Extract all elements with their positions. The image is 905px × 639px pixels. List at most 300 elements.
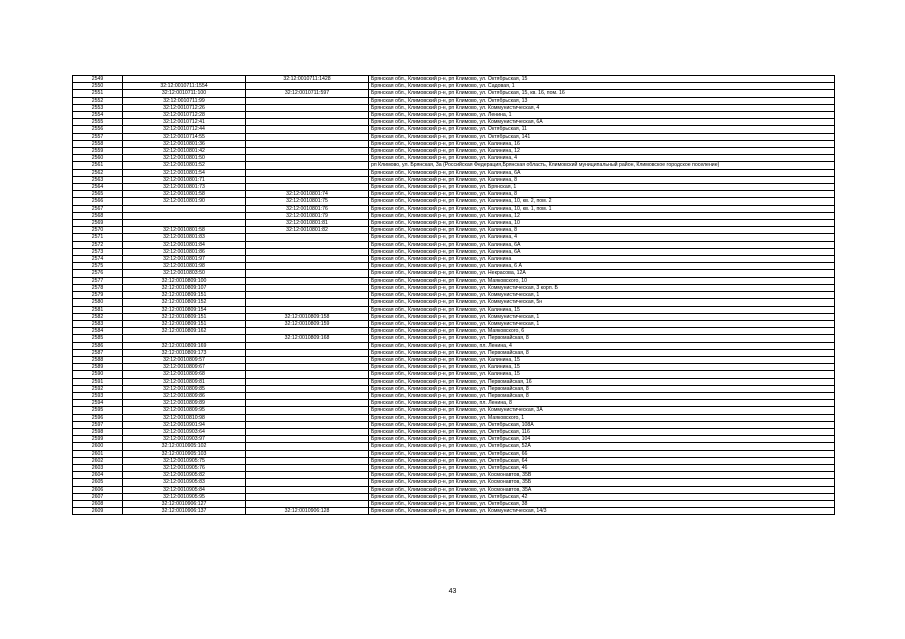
address-cell: Брянская обл., Климовский р-н, рп Климово, ул. Коммунистическая, 5н bbox=[369, 299, 835, 306]
building-number-cell bbox=[246, 83, 369, 90]
building-number-cell bbox=[246, 457, 369, 464]
parcel-number-cell: 32:12:0010711:100 bbox=[123, 90, 246, 97]
parcel-number-cell: 32:12:0010803:50 bbox=[123, 270, 246, 277]
table-row bbox=[73, 306, 835, 313]
building-number-cell bbox=[246, 119, 369, 126]
building-number-cell bbox=[246, 148, 369, 155]
address-cell: Брянская обл., Климовский р-н, рп Климово, ул. Октябрьская, 15 bbox=[369, 76, 835, 83]
table-row bbox=[73, 169, 835, 176]
parcel-number-cell: 32:12:0010906:137 bbox=[123, 508, 246, 515]
row-number-cell: 2607 bbox=[73, 493, 123, 500]
table-row bbox=[73, 436, 835, 443]
row-number-cell: 2561 bbox=[73, 162, 123, 169]
building-number-cell: 32:12:0010801:76 bbox=[246, 205, 369, 212]
row-number-cell: 2568 bbox=[73, 212, 123, 219]
table-row bbox=[73, 479, 835, 486]
parcel-number-cell: 32:12:0010711:1554 bbox=[123, 83, 246, 90]
table-row bbox=[73, 421, 835, 428]
parcel-number-cell: 32:12:0010903:97 bbox=[123, 436, 246, 443]
building-number-cell bbox=[246, 342, 369, 349]
building-number-cell bbox=[246, 162, 369, 169]
building-number-cell: 32:12:0010801:79 bbox=[246, 212, 369, 219]
building-number-cell bbox=[246, 500, 369, 507]
parcel-number-cell: 32:12:0010801:58 bbox=[123, 227, 246, 234]
table-row bbox=[73, 83, 835, 90]
building-number-cell bbox=[246, 104, 369, 111]
row-number-cell: 2601 bbox=[73, 450, 123, 457]
building-number-cell bbox=[246, 277, 369, 284]
address-cell: Брянская обл., Климовский р-н, рп Климово, ул. Калинина, 8 bbox=[369, 227, 835, 234]
building-number-cell bbox=[246, 270, 369, 277]
table-row bbox=[73, 133, 835, 140]
table-row bbox=[73, 97, 835, 104]
table-row bbox=[73, 227, 835, 234]
address-cell: Брянская обл., Климовский р-н, рп Климово, ул. Октябрьская, 141 bbox=[369, 133, 835, 140]
building-number-cell bbox=[246, 112, 369, 119]
table-row bbox=[73, 443, 835, 450]
parcel-number-cell: 32:12:0010809:169 bbox=[123, 342, 246, 349]
address-cell: Брянская обл., Климовский р-н, рп Климово, ул. Первомайская, 8 bbox=[369, 385, 835, 392]
parcel-number-cell: 32:12:0010809:151 bbox=[123, 313, 246, 320]
parcel-number-cell: 32:12:0010711:99 bbox=[123, 97, 246, 104]
address-cell: Брянская обл., Климовский р-н, рп Климово, ул. Калинина, 15 bbox=[369, 371, 835, 378]
address-cell: Брянская обл., Климовский р-н, рп Климово, ул. Калинина bbox=[369, 256, 835, 263]
building-number-cell bbox=[246, 284, 369, 291]
building-number-cell: 32:12:0010711:597 bbox=[246, 90, 369, 97]
address-cell: Брянская обл., Климовский р-н, рп Климово, ул. Калинина, 4 bbox=[369, 234, 835, 241]
row-number-cell: 2582 bbox=[73, 313, 123, 320]
table-row bbox=[73, 328, 835, 335]
address-cell: Брянская обл., Климовский р-н, рп Климово, ул. Космонавтов, 35В bbox=[369, 472, 835, 479]
parcel-number-cell: 32:12:0010712:44 bbox=[123, 126, 246, 133]
table-row bbox=[73, 320, 835, 327]
row-number-cell: 2583 bbox=[73, 320, 123, 327]
address-cell: Брянская обл., Климовский р-н, рп Климово, ул. Калинина, 6 А bbox=[369, 263, 835, 270]
address-cell: Брянская обл., Климовский р-н, рп Климово, ул. Калинина, 16 bbox=[369, 140, 835, 147]
table-row bbox=[73, 407, 835, 414]
address-cell: Брянская обл., Климовский р-н, рп Климово, ул. Коммунистическая, 6А bbox=[369, 119, 835, 126]
address-cell: Брянская обл., Климовский р-н, рп Климово, ул. Калинина, 12 bbox=[369, 212, 835, 219]
address-cell: Брянская обл., Климовский р-н, рп Климово, ул. Коммунистическая, 4 bbox=[369, 104, 835, 111]
address-cell: Брянская обл., Климовский р-н, рп Климово, ул. Первомайская, 8 bbox=[369, 349, 835, 356]
row-number-cell: 2584 bbox=[73, 328, 123, 335]
row-number-cell: 2604 bbox=[73, 472, 123, 479]
parcel-number-cell bbox=[123, 205, 246, 212]
building-number-cell: 32:12:0010809:158 bbox=[246, 313, 369, 320]
table-row bbox=[73, 378, 835, 385]
row-number-cell: 2552 bbox=[73, 97, 123, 104]
parcel-number-cell: 32:12:0010905:95 bbox=[123, 493, 246, 500]
row-number-cell: 2579 bbox=[73, 292, 123, 299]
building-number-cell bbox=[246, 400, 369, 407]
address-cell: Брянская обл., Климовский р-н, рп Климово, пл. Ленина, 4 bbox=[369, 342, 835, 349]
row-number-cell: 2599 bbox=[73, 436, 123, 443]
building-number-cell: 32:12:0010801:81 bbox=[246, 220, 369, 227]
row-number-cell: 2576 bbox=[73, 270, 123, 277]
parcel-number-cell: 32:12:0010809:89 bbox=[123, 400, 246, 407]
address-cell: Брянская обл., Климовский р-н, рп Климово, ул. Маяковского, 1 bbox=[369, 414, 835, 421]
row-number-cell: 2580 bbox=[73, 299, 123, 306]
building-number-cell bbox=[246, 241, 369, 248]
table-row bbox=[73, 248, 835, 255]
row-number-cell: 2558 bbox=[73, 140, 123, 147]
row-number-cell: 2608 bbox=[73, 500, 123, 507]
building-number-cell bbox=[246, 292, 369, 299]
building-number-cell bbox=[246, 184, 369, 191]
building-number-cell bbox=[246, 371, 369, 378]
building-number-cell bbox=[246, 234, 369, 241]
building-number-cell bbox=[246, 155, 369, 162]
parcel-number-cell: 32:12:0010809:85 bbox=[123, 385, 246, 392]
table-row bbox=[73, 486, 835, 493]
row-number-cell: 2555 bbox=[73, 119, 123, 126]
building-number-cell bbox=[246, 256, 369, 263]
parcel-number-cell: 32:12:0010801:54 bbox=[123, 169, 246, 176]
table-row bbox=[73, 234, 835, 241]
table-row bbox=[73, 176, 835, 183]
table-row bbox=[73, 299, 835, 306]
building-number-cell bbox=[246, 414, 369, 421]
table-row bbox=[73, 263, 835, 270]
row-number-cell: 2559 bbox=[73, 148, 123, 155]
table-row bbox=[73, 205, 835, 212]
parcel-number-cell: 32:12:0010809:67 bbox=[123, 364, 246, 371]
table-row bbox=[73, 400, 835, 407]
parcel-number-cell: 32:12:0010801:58 bbox=[123, 191, 246, 198]
parcel-number-cell: 32:12:0010905:76 bbox=[123, 464, 246, 471]
building-number-cell bbox=[246, 349, 369, 356]
address-cell: Брянская обл., Климовский р-н, рп Климово, пл. Ленина, 8 bbox=[369, 400, 835, 407]
table-row bbox=[73, 292, 835, 299]
building-number-cell bbox=[246, 443, 369, 450]
table-row bbox=[73, 140, 835, 147]
address-cell: Брянская обл., Климовский р-н, рп Климово, ул. Октябрьская, 66 bbox=[369, 450, 835, 457]
address-cell: Брянская обл., Климовский р-н, рп Климово, ул. Калинина, 15 bbox=[369, 356, 835, 363]
building-number-cell bbox=[246, 464, 369, 471]
address-cell: Брянская обл., Климовский р-н, рп Климово, ул. Калинина, 4 bbox=[369, 155, 835, 162]
building-number-cell bbox=[246, 436, 369, 443]
address-cell: рп Климово, ул. Брянская, 3а (Российская Федерация,Брянская область, Климовский муниципальный район, Климовское городское поселение) bbox=[369, 162, 835, 169]
address-cell: Брянская обл., Климовский р-н, рп Климово, ул. Первомайская, 8 bbox=[369, 335, 835, 342]
building-number-cell bbox=[246, 407, 369, 414]
address-cell: Брянская обл., Климовский р-н, рп Климово, ул. Некрасова, 12А bbox=[369, 270, 835, 277]
building-number-cell bbox=[246, 328, 369, 335]
row-number-cell: 2597 bbox=[73, 421, 123, 428]
row-number-cell: 2556 bbox=[73, 126, 123, 133]
row-number-cell: 2606 bbox=[73, 486, 123, 493]
parcel-number-cell: 32:12:0010801:42 bbox=[123, 148, 246, 155]
parcel-number-cell: 32:12:0010810:98 bbox=[123, 414, 246, 421]
parcel-number-cell: 32:12:0010801:52 bbox=[123, 162, 246, 169]
table-row bbox=[73, 90, 835, 97]
row-number-cell: 2609 bbox=[73, 508, 123, 515]
table-row bbox=[73, 184, 835, 191]
address-cell: Брянская обл., Климовский р-н, рп Климово, ул. Октябрьская, 13 bbox=[369, 97, 835, 104]
address-cell: Брянская обл., Климовский р-н, рп Климово, ул. Октябрьская, 11 bbox=[369, 126, 835, 133]
parcel-number-cell: 32:12:0010809:151 bbox=[123, 320, 246, 327]
parcel-number-cell: 32:12:0010712:41 bbox=[123, 119, 246, 126]
building-number-cell bbox=[246, 97, 369, 104]
parcel-number-cell: 32:12:0010801:86 bbox=[123, 248, 246, 255]
address-cell: Брянская обл., Климовский р-н, рп Климово, ул. Садовая, 1 bbox=[369, 83, 835, 90]
address-cell: Брянская обл., Климовский р-н, рп Климово, ул. Коммунистическая, 14/3 bbox=[369, 508, 835, 515]
parcel-number-cell: 32:12:0010809:154 bbox=[123, 306, 246, 313]
address-cell: Брянская обл., Климовский р-н, рп Климово, ул. Маяковского, 6 bbox=[369, 328, 835, 335]
address-cell: Брянская обл., Климовский р-н, рп Климово, ул. Коммунистическая, 3А bbox=[369, 407, 835, 414]
address-cell: Брянская обл., Климовский р-н, рп Климово, ул. Октябрьская, 46 bbox=[369, 464, 835, 471]
building-number-cell: 32:12:0010801:74 bbox=[246, 191, 369, 198]
row-number-cell: 2585 bbox=[73, 335, 123, 342]
row-number-cell: 2554 bbox=[73, 112, 123, 119]
row-number-cell: 2603 bbox=[73, 464, 123, 471]
table-row bbox=[73, 385, 835, 392]
parcel-number-cell: 32:12:0010903:64 bbox=[123, 428, 246, 435]
building-number-cell: 32:12:0010801:82 bbox=[246, 227, 369, 234]
table-row bbox=[73, 284, 835, 291]
row-number-cell: 2567 bbox=[73, 205, 123, 212]
table-body bbox=[73, 76, 835, 515]
parcel-number-cell: 32:12:0010905:82 bbox=[123, 472, 246, 479]
building-number-cell bbox=[246, 176, 369, 183]
parcel-number-cell: 32:12:0010712:26 bbox=[123, 104, 246, 111]
building-number-cell bbox=[246, 140, 369, 147]
parcel-number-cell: 32:12:0010801:84 bbox=[123, 241, 246, 248]
address-cell: Брянская обл., Климовский р-н, рп Климово, ул. Калинина, 8 bbox=[369, 176, 835, 183]
parcel-number-cell: 32:12:0010809:162 bbox=[123, 328, 246, 335]
address-cell: Брянская обл., Климовский р-н, рп Климово, ул. Коммунистическая, 1 bbox=[369, 292, 835, 299]
table-row bbox=[73, 198, 835, 205]
building-number-cell: 32:12:0010801:75 bbox=[246, 198, 369, 205]
address-cell: Брянская обл., Климовский р-н, рп Климово, ул. Космонавтов, 35Б bbox=[369, 479, 835, 486]
table-row bbox=[73, 277, 835, 284]
table-row bbox=[73, 428, 835, 435]
row-number-cell: 2587 bbox=[73, 349, 123, 356]
building-number-cell bbox=[246, 378, 369, 385]
address-cell: Брянская обл., Климовский р-н, рп Климово, ул. Калинина, 15 bbox=[369, 306, 835, 313]
table-row bbox=[73, 191, 835, 198]
row-number-cell: 2564 bbox=[73, 184, 123, 191]
building-number-cell bbox=[246, 479, 369, 486]
parcel-number-cell bbox=[123, 220, 246, 227]
building-number-cell bbox=[246, 263, 369, 270]
table-row bbox=[73, 212, 835, 219]
row-number-cell: 2592 bbox=[73, 385, 123, 392]
table-row bbox=[73, 472, 835, 479]
address-cell: Брянская обл., Климовский р-н, рп Климово, ул. Калинина, 12 bbox=[369, 148, 835, 155]
address-cell: Брянская обл., Климовский р-н, рп Климово, ул. Калинина, 8 bbox=[369, 191, 835, 198]
building-number-cell bbox=[246, 248, 369, 255]
parcel-number-cell: 32:12:0010901:94 bbox=[123, 421, 246, 428]
building-number-cell bbox=[246, 356, 369, 363]
parcel-number-cell: 32:12:0010801:83 bbox=[123, 234, 246, 241]
parcel-number-cell: 32:12:0010809:152 bbox=[123, 299, 246, 306]
row-number-cell: 2549 bbox=[73, 76, 123, 83]
table-row bbox=[73, 256, 835, 263]
table-row bbox=[73, 220, 835, 227]
building-number-cell bbox=[246, 472, 369, 479]
row-number-cell: 2577 bbox=[73, 277, 123, 284]
row-number-cell: 2593 bbox=[73, 392, 123, 399]
address-cell: Брянская обл., Климовский р-н, рп Климово, ул. Первомайская, 8 bbox=[369, 392, 835, 399]
parcel-number-cell: 32:12:0010809:95 bbox=[123, 407, 246, 414]
parcel-number-cell: 32:12:0010809:100 bbox=[123, 277, 246, 284]
row-number-cell: 2550 bbox=[73, 83, 123, 90]
table-row bbox=[73, 500, 835, 507]
row-number-cell: 2602 bbox=[73, 457, 123, 464]
row-number-cell: 2595 bbox=[73, 407, 123, 414]
address-cell: Брянская обл., Климовский р-н, рп Климово, ул. Октябрьская, 42 bbox=[369, 493, 835, 500]
address-cell: Брянская обл., Климовский р-н, рп Климово, ул. Коммунистическая, 1 bbox=[369, 320, 835, 327]
address-cell: Брянская обл., Климовский р-н, рп Климово, ул. Октябрьская, 108А bbox=[369, 421, 835, 428]
parcel-number-cell: 32:12:0010809:81 bbox=[123, 378, 246, 385]
parcel-number-cell: 32:12:0010801:98 bbox=[123, 263, 246, 270]
address-cell: Брянская обл., Климовский р-н, рп Климово, ул. Калинина, 10, кв. 2, пом. 2 bbox=[369, 198, 835, 205]
row-number-cell: 2563 bbox=[73, 176, 123, 183]
address-cell: Брянская обл., Климовский р-н, рп Климово, ул. Коммунистическая, 3 корп. Б bbox=[369, 284, 835, 291]
table-row bbox=[73, 112, 835, 119]
row-number-cell: 2598 bbox=[73, 428, 123, 435]
row-number-cell: 2573 bbox=[73, 248, 123, 255]
parcel-number-cell: 32:12:0010809:173 bbox=[123, 349, 246, 356]
address-cell: Брянская обл., Климовский р-н, рп Климово, ул. Октябрьская, 116 bbox=[369, 428, 835, 435]
row-number-cell: 2565 bbox=[73, 191, 123, 198]
address-cell: Брянская обл., Климовский р-н, рп Климово, ул. Калинина, 15 bbox=[369, 364, 835, 371]
parcel-number-cell: 32:12:0010714:55 bbox=[123, 133, 246, 140]
parcel-number-cell: 32:12:0010906:127 bbox=[123, 500, 246, 507]
address-cell: Брянская обл., Климовский р-н, рп Климово, ул. Октябрьская, 15, кв. 16, пом. 16 bbox=[369, 90, 835, 97]
building-number-cell bbox=[246, 306, 369, 313]
table-row bbox=[73, 450, 835, 457]
table-row bbox=[73, 313, 835, 320]
parcel-number-cell: 32:12:0010801:36 bbox=[123, 140, 246, 147]
table-row bbox=[73, 371, 835, 378]
row-number-cell: 2586 bbox=[73, 342, 123, 349]
row-number-cell: 2591 bbox=[73, 378, 123, 385]
table-row bbox=[73, 76, 835, 83]
row-number-cell: 2590 bbox=[73, 371, 123, 378]
address-cell: Брянская обл., Климовский р-н, рп Климово, ул. Коммунистическая, 1 bbox=[369, 313, 835, 320]
building-number-cell bbox=[246, 428, 369, 435]
parcel-number-cell: 32:12:0010801:71 bbox=[123, 176, 246, 183]
parcel-number-cell: 32:12:0010801:73 bbox=[123, 184, 246, 191]
row-number-cell: 2605 bbox=[73, 479, 123, 486]
building-number-cell bbox=[246, 493, 369, 500]
table-row bbox=[73, 104, 835, 111]
table-row bbox=[73, 414, 835, 421]
building-number-cell: 32:12:0010711:1428 bbox=[246, 76, 369, 83]
parcel-number-cell: 32:12:0010801:50 bbox=[123, 155, 246, 162]
address-cell: Брянская обл., Климовский р-н, рп Климово, ул. Ленина, 1 bbox=[369, 112, 835, 119]
table-row bbox=[73, 457, 835, 464]
table-row bbox=[73, 119, 835, 126]
table-row bbox=[73, 155, 835, 162]
parcel-number-cell: 32:12:0010801:90 bbox=[123, 198, 246, 205]
row-number-cell: 2594 bbox=[73, 400, 123, 407]
parcel-number-cell: 32:12:0010905:102 bbox=[123, 443, 246, 450]
row-number-cell: 2581 bbox=[73, 306, 123, 313]
parcel-number-cell: 32:12:0010712:28 bbox=[123, 112, 246, 119]
row-number-cell: 2589 bbox=[73, 364, 123, 371]
row-number-cell: 2578 bbox=[73, 284, 123, 291]
address-cell: Брянская обл., Климовский р-н, рп Климово, ул. Космонавтов, 35А bbox=[369, 486, 835, 493]
row-number-cell: 2560 bbox=[73, 155, 123, 162]
row-number-cell: 2553 bbox=[73, 104, 123, 111]
address-cell: Брянская обл., Климовский р-н, рп Климово, ул. Первомайская, 16 bbox=[369, 378, 835, 385]
table-row bbox=[73, 162, 835, 169]
table-row bbox=[73, 392, 835, 399]
building-number-cell bbox=[246, 486, 369, 493]
parcel-number-cell: 32:12:0010809:107 bbox=[123, 284, 246, 291]
parcel-number-cell bbox=[123, 76, 246, 83]
address-cell: Брянская обл., Климовский р-н, рп Климово, ул. Октябрьская, 64 bbox=[369, 457, 835, 464]
row-number-cell: 2574 bbox=[73, 256, 123, 263]
parcel-number-cell: 32:12:0010809:86 bbox=[123, 392, 246, 399]
row-number-cell: 2588 bbox=[73, 356, 123, 363]
building-number-cell bbox=[246, 450, 369, 457]
building-number-cell: 32:12:0010809:159 bbox=[246, 320, 369, 327]
table-row bbox=[73, 241, 835, 248]
table-row bbox=[73, 342, 835, 349]
parcel-number-cell: 32:12:0010905:84 bbox=[123, 486, 246, 493]
address-cell: Брянская обл., Климовский р-н, рп Климово, ул. Октябрьская, 38 bbox=[369, 500, 835, 507]
address-cell: Брянская обл., Климовский р-н, рп Климово, ул. Калинина, 6А bbox=[369, 241, 835, 248]
parcel-number-cell bbox=[123, 212, 246, 219]
address-cell: Брянская обл., Климовский р-н, рп Климово, ул. Калинина, 10 bbox=[369, 220, 835, 227]
table-row bbox=[73, 148, 835, 155]
row-number-cell: 2551 bbox=[73, 90, 123, 97]
table-row bbox=[73, 364, 835, 371]
parcel-number-cell: 32:12:0010809:151 bbox=[123, 292, 246, 299]
address-cell: Брянская обл., Климовский р-н, рп Климово, ул. Брянская, 1 bbox=[369, 184, 835, 191]
row-number-cell: 2571 bbox=[73, 234, 123, 241]
table-row bbox=[73, 464, 835, 471]
table-row bbox=[73, 493, 835, 500]
building-number-cell bbox=[246, 364, 369, 371]
table-row bbox=[73, 270, 835, 277]
building-number-cell: 32:12:0010809:168 bbox=[246, 335, 369, 342]
building-number-cell bbox=[246, 392, 369, 399]
parcel-number-cell: 32:12:0010905:75 bbox=[123, 457, 246, 464]
address-cell: Брянская обл., Климовский р-н, рп Климово, ул. Калинина, 10, кв. 1, пом. 1 bbox=[369, 205, 835, 212]
address-cell: Брянская обл., Климовский р-н, рп Климово, ул. Калинина, 6А bbox=[369, 169, 835, 176]
address-cell: Брянская обл., Климовский р-н, рп Климово, ул. Октябрьская, 104 bbox=[369, 436, 835, 443]
page-number: 43 bbox=[448, 588, 457, 595]
cadastral-table bbox=[72, 75, 835, 515]
row-number-cell: 2570 bbox=[73, 227, 123, 234]
address-cell: Брянская обл., Климовский р-н, рп Климово, ул. Октябрьская, 52А bbox=[369, 443, 835, 450]
address-cell: Брянская обл., Климовский р-н, рп Климово, ул. Маяковского, 10 bbox=[369, 277, 835, 284]
parcel-number-cell: 32:12:0010809:57 bbox=[123, 356, 246, 363]
parcel-number-cell bbox=[123, 335, 246, 342]
building-number-cell bbox=[246, 421, 369, 428]
table-row bbox=[73, 349, 835, 356]
row-number-cell: 2575 bbox=[73, 263, 123, 270]
parcel-number-cell: 32:12:0010905:103 bbox=[123, 450, 246, 457]
row-number-cell: 2596 bbox=[73, 414, 123, 421]
building-number-cell bbox=[246, 133, 369, 140]
building-number-cell: 32:12:0010906:128 bbox=[246, 508, 369, 515]
row-number-cell: 2569 bbox=[73, 220, 123, 227]
table-row bbox=[73, 126, 835, 133]
address-cell: Брянская обл., Климовский р-н, рп Климово, ул. Калинина, 6А bbox=[369, 248, 835, 255]
building-number-cell bbox=[246, 169, 369, 176]
table-row bbox=[73, 508, 835, 515]
row-number-cell: 2562 bbox=[73, 169, 123, 176]
building-number-cell bbox=[246, 385, 369, 392]
parcel-number-cell: 32:12:0010801:97 bbox=[123, 256, 246, 263]
row-number-cell: 2572 bbox=[73, 241, 123, 248]
parcel-number-cell: 32:12:0010809:68 bbox=[123, 371, 246, 378]
